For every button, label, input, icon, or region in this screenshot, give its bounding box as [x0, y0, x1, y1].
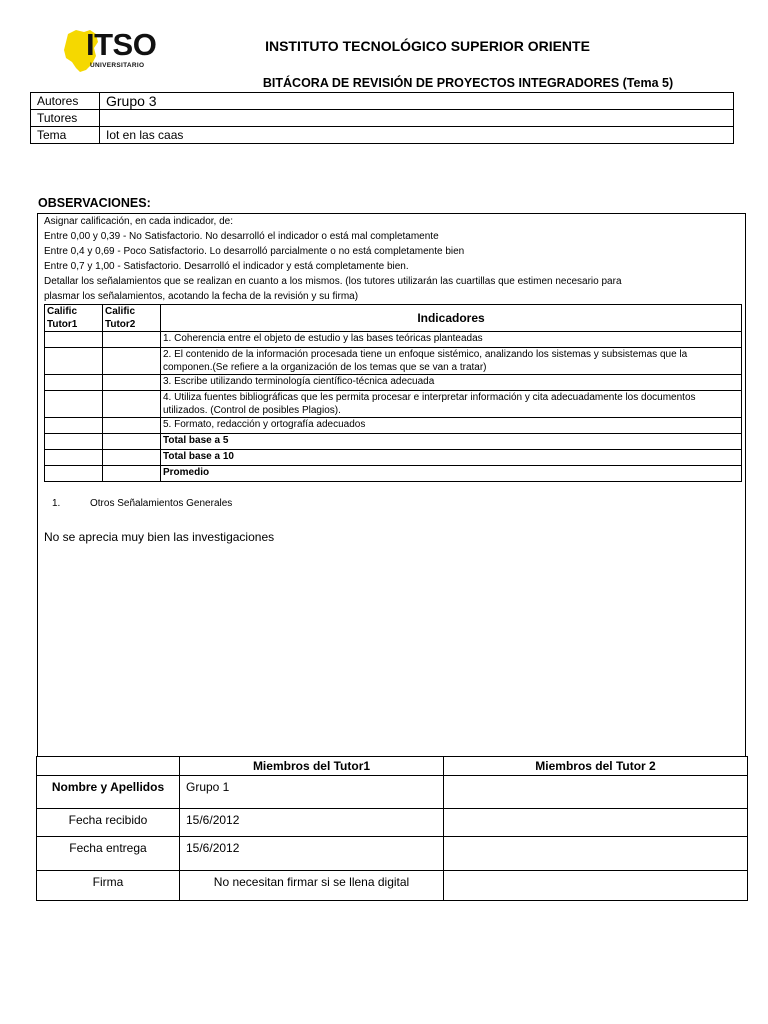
list-number: 1.	[52, 498, 61, 509]
instruction-line: Entre 0,00 y 0,39 - No Satisfactorio. No desarrolló el indicador o está mal completamente	[44, 231, 439, 242]
tema-value: Iot en las caas	[100, 127, 734, 144]
indicadores-header: Indicadores	[161, 305, 742, 332]
general-comment: No se aprecia muy bien las investigaciones	[44, 530, 275, 544]
table-row	[45, 466, 742, 482]
observations-frame	[37, 213, 746, 757]
instruction-line: Entre 0,4 y 0,69 - Poco Satisfactorio. Lo desarrolló parcialmente o no está completamente bien	[44, 246, 465, 257]
table-row	[45, 332, 742, 348]
table-row	[37, 776, 748, 809]
total-base-5: Total base a 5	[161, 434, 742, 450]
tutor1-score-cell	[45, 348, 103, 375]
table-row	[45, 375, 742, 391]
document-subtitle: BITÁCORA DE REVISIÓN DE PROYECTOS INTEGRADORES (Tema 5)	[262, 76, 674, 90]
observaciones-heading: OBSERVACIONES:	[38, 196, 151, 210]
row-label: Firma	[37, 871, 180, 901]
tutor2-score-cell	[103, 332, 161, 348]
tutor1-cell: 15/6/2012	[180, 809, 444, 837]
logo-subtext: UNIVERSITARIO	[90, 62, 145, 69]
tutor1-score-cell	[45, 375, 103, 391]
table-row	[37, 871, 748, 901]
instruction-line: Asignar calificación, en cada indicador, de:	[44, 216, 234, 227]
tutor1-score-cell	[45, 450, 103, 466]
table-header-row	[37, 757, 748, 776]
row-label: Fecha entrega	[37, 837, 180, 871]
tema-label: Tema	[31, 127, 100, 144]
members-table	[36, 756, 748, 901]
autores-value: Grupo 3	[100, 93, 734, 110]
tutor1-cell: 15/6/2012	[180, 837, 444, 871]
instruction-line: Entre 0,7 y 1,00 - Satisfactorio. Desarrolló el indicador y está completamente bien.	[44, 261, 409, 272]
tutor1-score-cell	[45, 466, 103, 482]
tutor2-header: Miembros del Tutor 2	[444, 757, 748, 776]
promedio-label: Promedio	[161, 466, 742, 482]
tutor2-cell	[444, 871, 748, 901]
row-label: Nombre y Apellidos	[37, 776, 180, 809]
indicator-text: 5. Formato, redacción y ortografía adecuados	[161, 418, 742, 434]
itso-logo	[62, 28, 172, 74]
tutor2-score-cell	[103, 391, 161, 418]
otros-label: Otros Señalamientos Generales	[90, 498, 233, 509]
tutor2-score-cell	[103, 418, 161, 434]
table-row	[45, 450, 742, 466]
calific-tutor2-header: Calific Tutor2	[103, 305, 161, 332]
tutor2-cell	[444, 809, 748, 837]
tutor1-score-cell	[45, 332, 103, 348]
tutor2-score-cell	[103, 466, 161, 482]
otros-senalamientos	[52, 498, 232, 509]
instruction-line: Detallar los señalamientos que se realizan en cuanto a los mismos. (los tutores utilizarán las cuartillas que estimen necesario para	[44, 276, 622, 287]
indicators-table	[44, 304, 742, 482]
tutor2-score-cell	[103, 434, 161, 450]
table-row	[31, 93, 734, 110]
tutor1-score-cell	[45, 391, 103, 418]
table-row	[31, 127, 734, 144]
instruction-line: plasmar los señalamientos, acotando la fecha de la revisión y su firma)	[44, 291, 359, 302]
empty-header-cell	[37, 757, 180, 776]
info-table	[30, 92, 734, 144]
row-label: Fecha recibido	[37, 809, 180, 837]
tutor2-cell	[444, 837, 748, 871]
tutor1-cell: Grupo 1	[180, 776, 444, 809]
tutores-value	[100, 110, 734, 127]
tutor2-score-cell	[103, 450, 161, 466]
table-row	[45, 348, 742, 375]
autores-label: Autores	[31, 93, 100, 110]
tutor1-score-cell	[45, 418, 103, 434]
indicator-text: 3. Escribe utilizando terminología científico-técnica adecuada	[161, 375, 742, 391]
table-row	[45, 418, 742, 434]
calific-tutor1-header: Calific Tutor1	[45, 305, 103, 332]
total-base-10: Total base a 10	[161, 450, 742, 466]
tutor1-header: Miembros del Tutor1	[180, 757, 444, 776]
tutor1-score-cell	[45, 434, 103, 450]
table-header-row	[45, 305, 742, 332]
table-row	[37, 837, 748, 871]
indicator-text: 1. Coherencia entre el objeto de estudio y las bases teóricas planteadas	[161, 332, 742, 348]
tutor1-cell: No necesitan firmar si se llena digital	[180, 871, 444, 901]
indicator-text: 4. Utiliza fuentes bibliográficas que les permita procesar e interpretar información y cita adecuadamente los documentos utilizados. (Control de posibles Plagios).	[161, 391, 742, 418]
indicator-text: 2. El contenido de la información procesada tiene un enfoque sistémico, analizando los sistemas y subsistemas que la componen.(Se refiere a la organización de los temas que se van a tratar)	[161, 348, 742, 375]
tutores-label: Tutores	[31, 110, 100, 127]
table-row	[45, 391, 742, 418]
tutor2-score-cell	[103, 375, 161, 391]
tutor2-score-cell	[103, 348, 161, 375]
institution-title: INSTITUTO TECNOLÓGICO SUPERIOR ORIENTE	[265, 38, 590, 54]
table-row	[31, 110, 734, 127]
tutor2-cell	[444, 776, 748, 809]
table-row	[37, 809, 748, 837]
table-row	[45, 434, 742, 450]
logo-text: ITSO	[86, 27, 157, 62]
